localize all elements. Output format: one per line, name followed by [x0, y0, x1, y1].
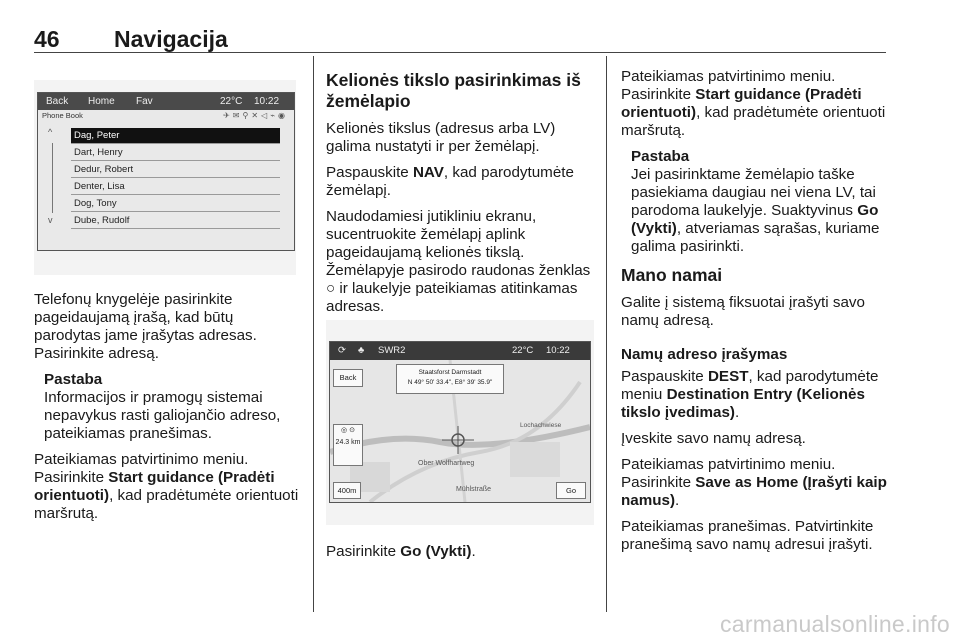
home-button[interactable]: Home: [88, 96, 115, 107]
scroll-up-icon[interactable]: ^: [48, 127, 53, 137]
refresh-icon[interactable]: ⟳: [338, 345, 346, 356]
paragraph: Įveskite savo namų adresą.: [621, 430, 806, 447]
paragraph: Kelionės tikslus (adresus arba LV) galima nustatyti ir per žemėlapį.: [326, 120, 556, 155]
column-3: [621, 68, 889, 562]
map-figure: [326, 320, 594, 525]
page-number: 46: [34, 26, 60, 52]
paragraph: Naudodamiesi jutikliniu ekranu, sucentruokite žemėlapį aplink pageidaujamą kelionės tikslą. Žemėlapyje pasirodo raudonas ženklas ○ ir laukelyje pateikiamas atitinkamas adresas.: [326, 208, 591, 315]
clock: 10:22: [254, 96, 280, 107]
paragraph: Galite į sistemą fiksuotai įrašyti savo namų adresą.: [621, 294, 865, 329]
header-rule: [34, 52, 886, 53]
note-title: Pastaba: [44, 371, 103, 388]
paragraph: Pateikiamas patvirtinimo meniu. Pasirinkite Save as Home (Įrašyti kaip namus).: [621, 456, 887, 509]
paragraph: Pateikiamas patvirtinimo meniu. Pasirinkite Start guidance (Pradėti orientuoti), kad pradėtumėte orientuoti maršrutą.: [34, 451, 299, 522]
place-label: Lochachwiese: [520, 422, 562, 429]
list-item[interactable]: Dog, Tony: [71, 196, 280, 212]
list-item[interactable]: Dag, Peter: [71, 128, 280, 144]
subheading: Namų adreso įrašymas: [621, 346, 788, 363]
temperature: 22°C: [220, 96, 243, 107]
phonebook-label: Phone Book: [42, 111, 83, 120]
list-item[interactable]: Denter, Lisa: [71, 179, 280, 195]
watermark: carmanualsonline.info: [719, 611, 950, 637]
note: [621, 148, 889, 256]
column-1: [34, 291, 304, 531]
map-topbar: [330, 342, 590, 360]
distance-readout: 24.3 km: [335, 439, 361, 446]
address-box: [396, 364, 504, 394]
back-button[interactable]: Back: [46, 96, 69, 107]
phonebook-screen: [37, 92, 295, 251]
column-2-bottom: [326, 543, 596, 569]
scale-indicator: 400m: [333, 482, 361, 499]
note-title: Pastaba: [631, 148, 690, 165]
back-button[interactable]: Back: [333, 369, 363, 387]
paragraph: Telefonų knygelėje pasirinkite pageidaujamą įrašą, kad būtų parodytas jame įrašytas adresas. Pasirinkite adresą.: [34, 291, 257, 362]
page-title: Navigacija: [114, 26, 228, 52]
section-heading: Mano namai: [621, 265, 723, 285]
status-icons: ✈✉⚲✕◁⌁◉: [223, 111, 288, 120]
list-item[interactable]: Dart, Henry: [71, 145, 280, 161]
map-controls[interactable]: [333, 424, 363, 466]
paragraph: Pasirinkite Go (Vykti).: [326, 543, 476, 560]
map-screen: [329, 341, 591, 503]
note-body: Informacijos ir pramogų sistemai nepavykus rasti galiojančio adreso, pateikiamas pranešimas.: [44, 389, 281, 442]
column-2: [326, 70, 596, 324]
column-divider: [313, 56, 314, 612]
scrollbar[interactable]: [52, 143, 53, 213]
paragraph: Paspauskite NAV, kad parodytumėte žemėlapį.: [326, 164, 574, 199]
go-button[interactable]: Go: [556, 482, 586, 499]
street-label: Ober Wolfhartweg: [418, 460, 475, 467]
temperature: 22°C: [512, 345, 534, 356]
station-name: SWR2: [378, 345, 406, 356]
zoom-icon[interactable]: ◎ ⊙: [341, 427, 355, 434]
paragraph: Paspauskite DEST, kad parodytumėte meniu Destination Entry (Kelionės tikslo įvedimas).: [621, 368, 879, 421]
coordinates: N 49° 50' 33.4", E8° 39' 35.9": [407, 379, 493, 386]
paragraph: Pateikiamas pranešimas. Patvirtinkite pranešimą savo namų adresui įrašyti.: [621, 518, 874, 553]
scroll-down-icon[interactable]: v: [48, 215, 53, 225]
note: [34, 371, 304, 443]
section-heading: Kelionės tikslo pasirinkimas iš žemėlapio: [326, 70, 581, 111]
phonebook-figure: [34, 80, 296, 275]
list-item[interactable]: Dedur, Robert: [71, 162, 280, 178]
clock: 10:22: [546, 345, 570, 356]
phonebook-topbar: [38, 93, 294, 110]
column-divider: [606, 56, 607, 612]
car-icon: ♣: [358, 345, 365, 356]
address-line: Staatsforst Darmstadt: [418, 369, 482, 376]
street-label: Mühlstraße: [456, 486, 492, 493]
paragraph: Pateikiamas patvirtinimo meniu. Pasirinkite Start guidance (Pradėti orientuoti), kad pradėtumėte orientuoti maršrutą.: [621, 68, 886, 139]
note-body: Jei pasirinktame žemėlapio taške pasiekiama daugiau nei viena LV, tai parodoma laukelyje. Suaktyvinus Go (Vykti), atveriamas sąrašas, kuriame galima pasirinkti.: [631, 166, 880, 255]
list-item[interactable]: Dube, Rudolf: [71, 213, 280, 229]
fav-button[interactable]: Fav: [136, 96, 153, 107]
